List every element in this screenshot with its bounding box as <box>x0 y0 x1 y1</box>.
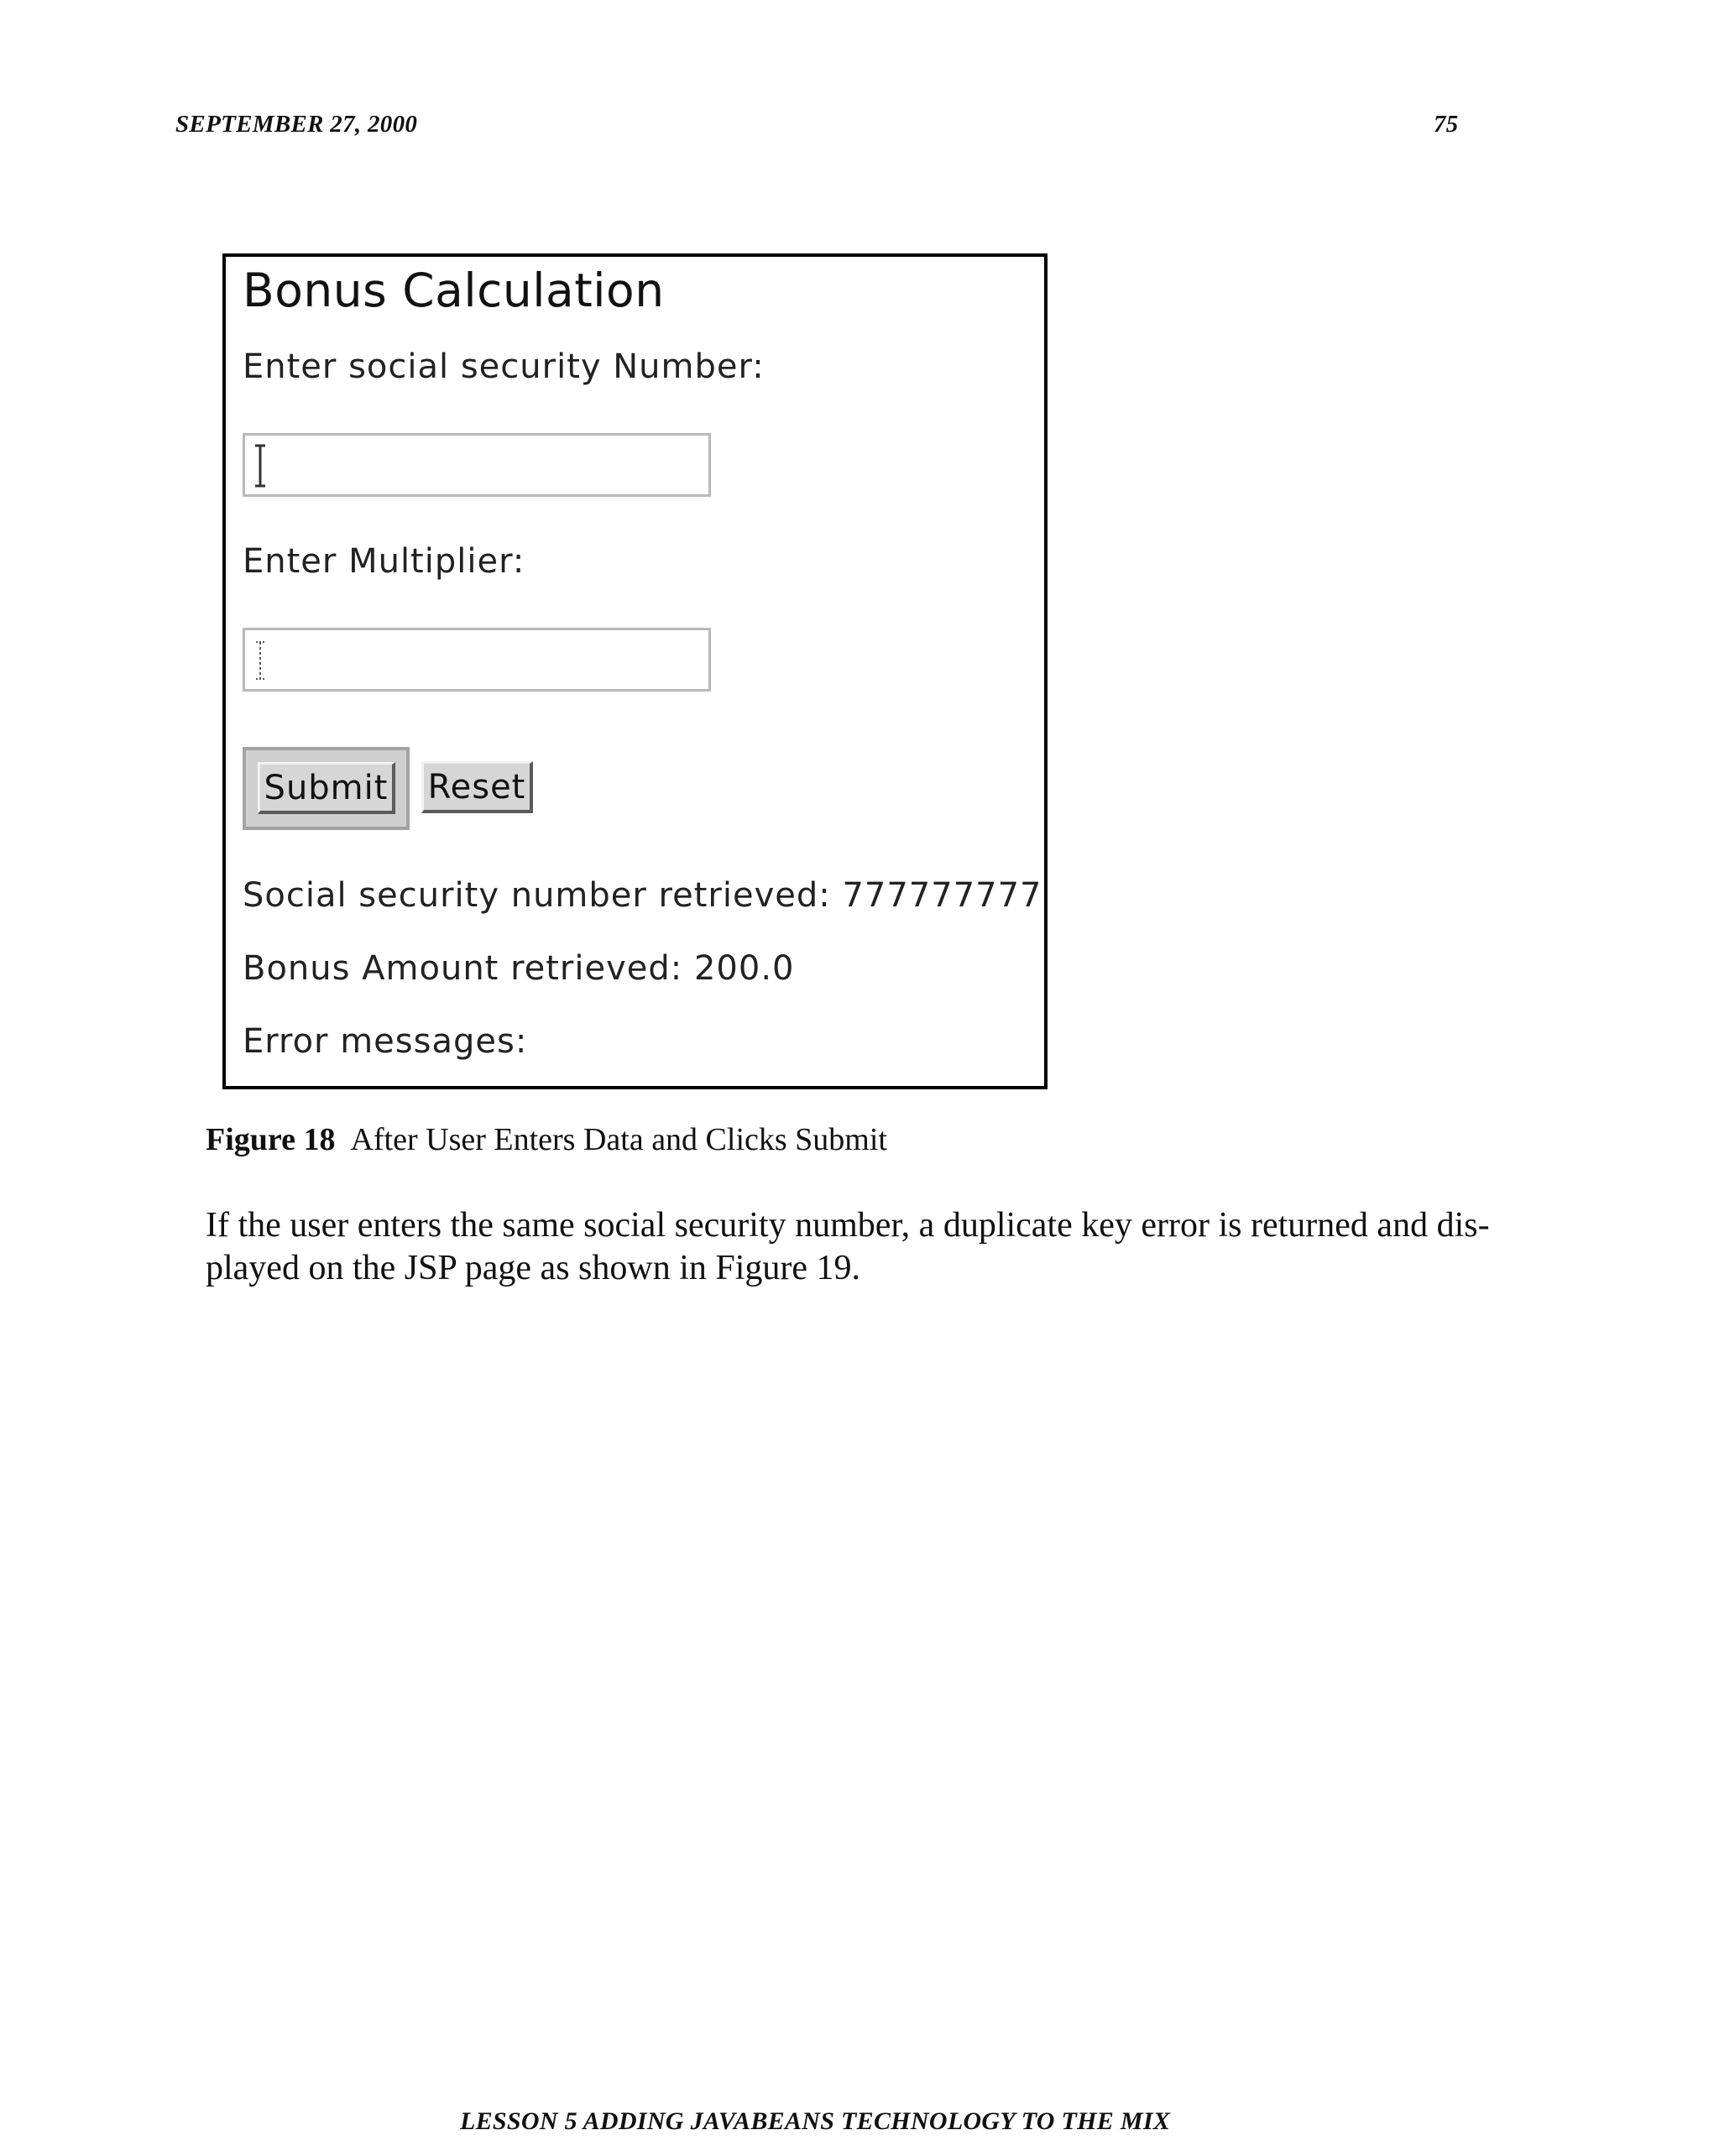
body-line-2: played on the JSP page as shown in Figure 19. <box>206 1249 861 1287</box>
multiplier-input[interactable] <box>243 628 711 692</box>
reset-button[interactable]: Reset <box>421 761 533 813</box>
ssn-input[interactable] <box>243 433 711 497</box>
text-cursor-icon <box>252 442 269 489</box>
body-line-1: If the user enters the same social security number, a duplicate key error is returned and dis- <box>206 1206 1490 1245</box>
multiplier-label: Enter Multiplier: <box>243 542 525 581</box>
figure-caption <box>206 1121 887 1158</box>
error-messages-label: Error messages: <box>243 1022 528 1061</box>
figure-number: Figure 18 <box>206 1122 336 1157</box>
page-number: 75 <box>1434 111 1459 138</box>
submit-focus-ring <box>243 747 410 830</box>
text-cursor-icon <box>252 637 269 684</box>
bonus-result-text: Bonus Amount retrieved: 200.0 <box>243 949 795 988</box>
figure-screenshot <box>222 253 1048 1089</box>
ssn-result-text: Social security number retrieved: 777777777 <box>243 876 1042 915</box>
form-title: Bonus Calculation <box>243 264 665 317</box>
submit-button[interactable]: Submit <box>258 762 395 814</box>
footer-lesson-title: LESSON 5 ADDING JAVABEANS TECHNOLOGY TO THE MIX <box>460 2107 1171 2135</box>
ssn-label: Enter social security Number: <box>243 347 765 386</box>
header-date: SEPTEMBER 27, 2000 <box>175 111 418 138</box>
body-paragraph <box>206 1204 1532 1290</box>
figure-caption-text: After User Enters Data and Clicks Submit <box>350 1122 887 1157</box>
